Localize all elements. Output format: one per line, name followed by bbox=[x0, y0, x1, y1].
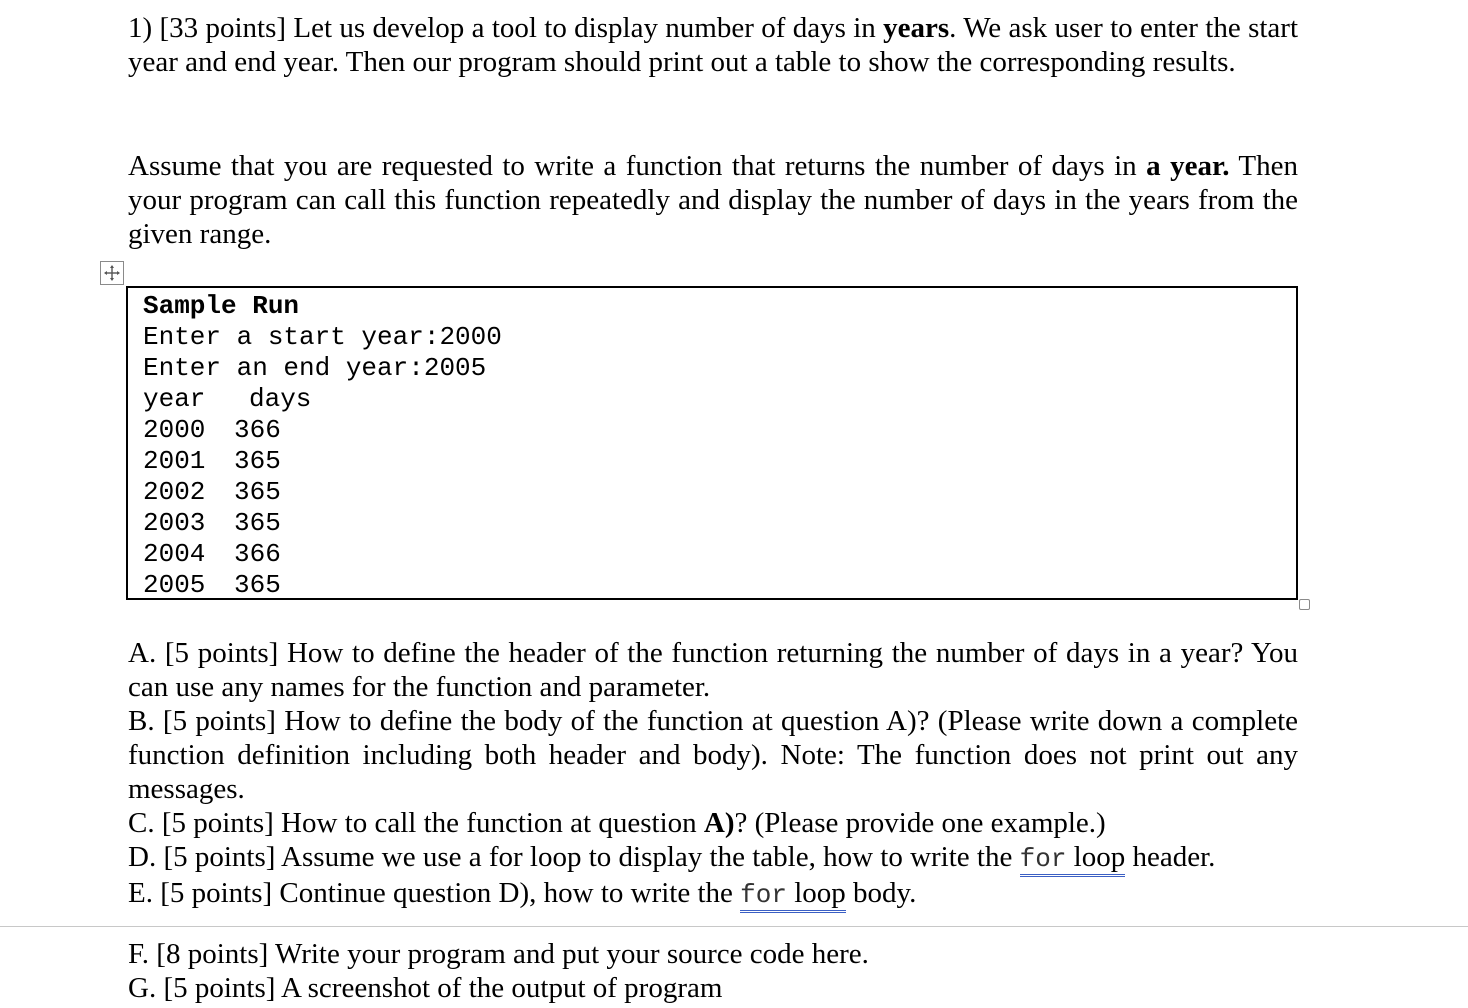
table-row bbox=[143, 539, 1296, 570]
sample-run-table bbox=[126, 286, 1298, 600]
table-row bbox=[143, 415, 1296, 446]
question-g: G. [5 points] A screenshot of the output of program bbox=[128, 972, 723, 1004]
row-year: 2004 bbox=[143, 539, 206, 569]
sample-table-header bbox=[143, 384, 1296, 415]
table-resize-handle-icon[interactable] bbox=[1299, 599, 1310, 610]
header-days: days bbox=[249, 384, 312, 414]
question-f: F. [8 points] Write your program and put your source code here. bbox=[128, 938, 869, 970]
question-c-suffix: ? (Please provide one example.) bbox=[734, 807, 1106, 839]
sample-start-prompt: Enter a start year:2000 bbox=[143, 322, 502, 352]
assume-text-suffix: Then your program can call this function repeatedly and display the number of days in the years from the given range. bbox=[128, 150, 1298, 250]
row-year: 2003 bbox=[143, 508, 206, 538]
row-days: 365 bbox=[234, 508, 281, 538]
loop-word: loop bbox=[1066, 841, 1126, 873]
intro-text-prefix: 1) [33 points] Let us develop a tool to display number of days in bbox=[128, 12, 884, 44]
row-year: 2005 bbox=[143, 570, 206, 600]
question-e-suffix: body. bbox=[845, 877, 917, 909]
loop-word: loop bbox=[786, 877, 846, 909]
question-e-prefix: E. [5 points] Continue question D), how to write the bbox=[128, 877, 741, 909]
question-a: A. [5 points] How to define the header of the function returning the number of days in a year? You can use any names for the function and parameter. bbox=[128, 637, 1298, 703]
table-row bbox=[143, 570, 1296, 601]
questions-block bbox=[128, 636, 1298, 912]
for-keyword: for bbox=[740, 880, 787, 910]
row-year: 2000 bbox=[143, 415, 206, 445]
question-d bbox=[128, 840, 1298, 876]
questions-block-continued bbox=[128, 937, 1298, 1005]
row-year: 2001 bbox=[143, 446, 206, 476]
table-row bbox=[143, 508, 1296, 539]
row-days: 365 bbox=[234, 477, 281, 507]
page-break-divider bbox=[0, 926, 1468, 927]
intro-paragraph bbox=[128, 11, 1298, 79]
for-loop-link[interactable] bbox=[1020, 841, 1126, 877]
question-c bbox=[128, 806, 1298, 840]
question-d-suffix: header. bbox=[1125, 841, 1216, 873]
intro-text-suffix: . We ask user to enter the start year and end year. Then our program should print out a table to show the corresponding results. bbox=[128, 12, 1298, 78]
question-c-prefix: C. [5 points] How to call the function at question bbox=[128, 807, 704, 839]
table-row bbox=[143, 477, 1296, 508]
intro-bold-years: years bbox=[883, 12, 950, 44]
row-days: 366 bbox=[234, 415, 281, 445]
for-loop-link[interactable] bbox=[740, 877, 846, 913]
row-year: 2002 bbox=[143, 477, 206, 507]
header-year: year bbox=[143, 384, 206, 414]
question-d-prefix: D. [5 points] Assume we use a for loop to display the table, how to write the bbox=[128, 841, 1020, 873]
table-move-handle-icon[interactable] bbox=[100, 261, 124, 285]
row-days: 365 bbox=[234, 446, 281, 476]
question-c-bold: A) bbox=[703, 807, 735, 839]
for-keyword: for bbox=[1019, 844, 1067, 874]
assume-text-prefix: Assume that you are requested to write a function that returns the number of days in bbox=[128, 150, 1147, 182]
sample-run-title: Sample Run bbox=[143, 291, 300, 321]
assume-paragraph bbox=[128, 149, 1298, 251]
question-e bbox=[128, 876, 1298, 912]
row-days: 365 bbox=[234, 570, 281, 600]
row-days: 366 bbox=[234, 539, 281, 569]
sample-end-prompt: Enter an end year:2005 bbox=[143, 353, 487, 383]
question-b: B. [5 points] How to define the body of the function at question A)? (Please write down a complete function definition including both header and body). Note: The function does not print out any messages. bbox=[128, 705, 1298, 805]
table-row bbox=[143, 446, 1296, 477]
assume-bold-a-year: a year. bbox=[1146, 150, 1230, 182]
